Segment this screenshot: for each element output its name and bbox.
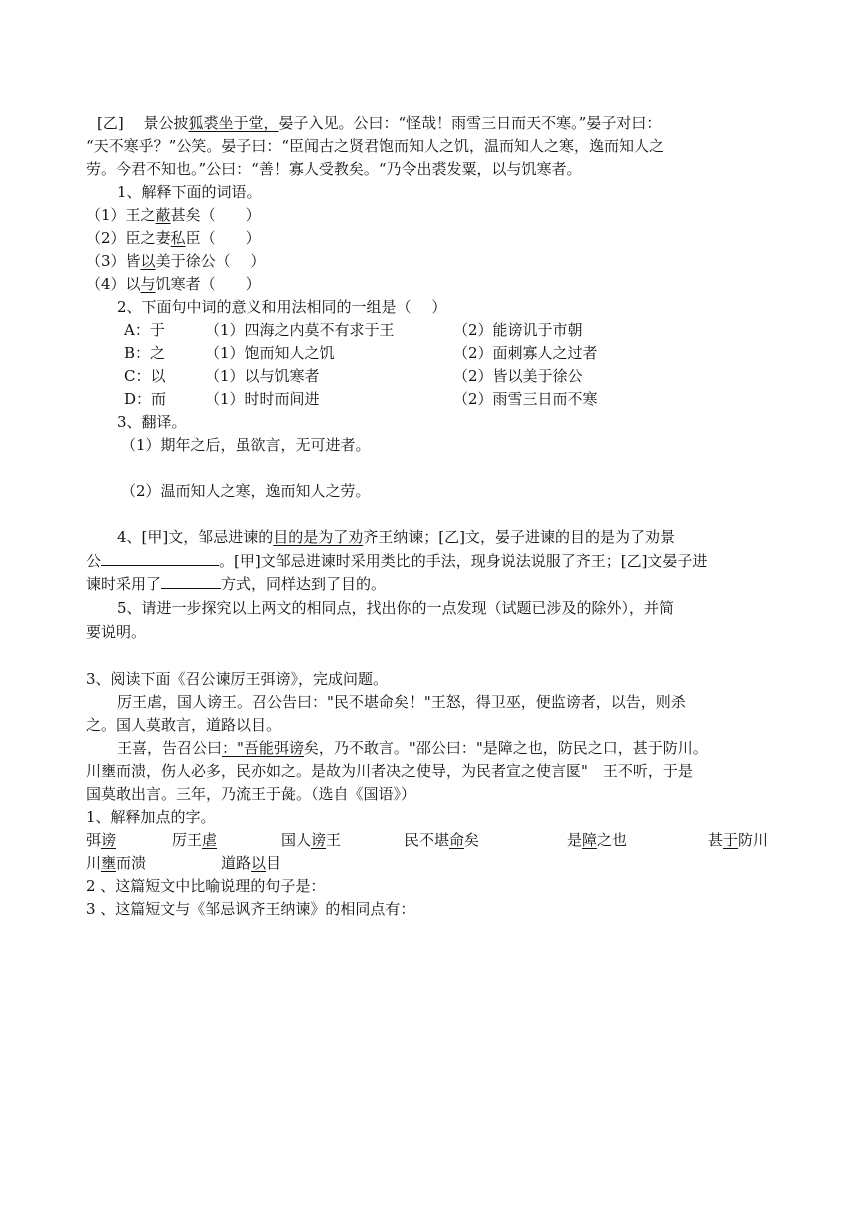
question-title: 1、解释加点的字。 xyxy=(86,808,216,826)
question-line: 要说明。 xyxy=(86,623,147,641)
answer-blank[interactable] xyxy=(101,550,219,566)
option-b: （2）皆以美于徐公 xyxy=(453,367,583,385)
question-title: 1、解释下面的词语。 xyxy=(117,183,262,201)
option-a: （1）饱而知人之饥 xyxy=(205,344,335,362)
option-key: A：于 xyxy=(124,321,165,339)
passage-line: 国莫敢出言。三年，乃流王于彘。（选自《国语》） xyxy=(86,785,417,803)
option-key: C：以 xyxy=(124,367,166,385)
question-title: 2、下面句中词的意义和用法相同的一组是（ ） xyxy=(117,298,447,316)
question-item: （1）期年之后，虽欲言，无可进者。 xyxy=(121,436,371,454)
option-b: （2）雨雪三日而不寒 xyxy=(453,390,598,408)
word-item: 弭谤 xyxy=(86,831,117,849)
question-item: （3）皆以美于徐公（ ） xyxy=(86,252,266,270)
passage-text: 晏子入见。公曰：“怪哉！雨雪三日而天不寒。”晏子对曰： xyxy=(278,114,662,132)
question-title: 2 、这篇短文中比喻说理的句子是： xyxy=(86,877,326,895)
question-line: 谏时采用了 方式，同样达到了目的。 xyxy=(86,575,387,593)
underlined-char: 蔽 xyxy=(155,206,171,224)
question-item: （2）温而知人之寒，逸而知人之劳。 xyxy=(121,482,371,500)
underlined-phrase: 狐裘坐于堂， xyxy=(188,114,279,132)
option-key: D：而 xyxy=(124,390,167,408)
passage-line: 王喜，告召公曰："吾能弭谤矣，乃不敢言。"邵公曰："是障之也，防民之口，甚于防川。 xyxy=(117,739,708,757)
word-item: 川壅而溃 xyxy=(86,854,147,872)
word-item: 是障之也 xyxy=(567,831,628,849)
passage-line: 川壅而溃，伤人必多，民亦如之。是故为川者决之使导，为民者宣之使言匽" 王不听，于是 xyxy=(86,762,693,780)
question-line: 5、请进一步探究以上两文的相同点，找出你的一点发现（试题已涉及的除外），并简 xyxy=(117,599,675,617)
word-item: 厉王虐 xyxy=(172,831,218,849)
question-item: （2）臣之妻私臣（ ） xyxy=(86,229,261,247)
word-item: 道路以目 xyxy=(221,854,282,872)
section-title: 3、阅读下面《召公谏厉王弭谤》，完成问题。 xyxy=(86,670,389,688)
option-key: B：之 xyxy=(124,344,166,362)
word-item: 甚于防川 xyxy=(708,831,769,849)
passage-text: [乙] 景公披 xyxy=(97,114,189,132)
question-title: 3 、这篇短文与《邹忌讽齐王纳谏》的相同点有： xyxy=(86,900,416,918)
underlined-char: 私 xyxy=(170,229,186,247)
passage-line xyxy=(97,113,661,133)
question-line: 4、[甲]文，邹忌进谏的目的是为了劝齐王纳谏；[乙]文，晏子进谏的目的是为了劝景 xyxy=(117,528,675,546)
passage-line: 之。国人莫敢言，道路以目。 xyxy=(86,716,282,734)
passage-line: 厉王虐，国人谤王。召公告曰："民不堪命矣！"王怒，得卫巫，便监谤者，以告，则杀 xyxy=(117,693,686,711)
question-item: （1）王之蔽甚矣（ ） xyxy=(86,206,261,224)
underlined-char: 与 xyxy=(140,275,156,293)
question-item: （4）以与饥寒者（ ） xyxy=(86,275,261,293)
underlined-phrase: 目的是为了劝 xyxy=(273,528,364,546)
option-b: （2）能谤讥于市朝 xyxy=(453,321,583,339)
word-item: 国人谤王 xyxy=(281,831,342,849)
passage-line: “天不寒乎？”公笑。晏子曰：“臣闻古之贤君饱而知人之饥，温而知人之寒，逸而知人之 xyxy=(86,137,665,155)
question-line: 公 。[甲]文邹忌进谏时采用类比的手法，现身说法说服了齐王；[乙]文晏子进 xyxy=(86,552,708,570)
option-a: （1）四海之内莫不有求于王 xyxy=(205,321,395,339)
option-a: （1）以与饥寒者 xyxy=(205,367,320,385)
option-b: （2）面刺寡人之过者 xyxy=(453,344,598,362)
word-item: 民不堪命矣 xyxy=(404,831,480,849)
underlined-phrase: ："吾能弭谤 xyxy=(222,739,304,757)
question-title: 3、翻译。 xyxy=(117,413,187,431)
option-a: （1）时时而间进 xyxy=(205,390,320,408)
underlined-char: 以 xyxy=(140,252,156,270)
answer-blank[interactable] xyxy=(161,573,221,589)
passage-line: 劳。今君不知也。”公曰：“善！寡人受教矣。“乃令出裘发粟，以与饥寒者。 xyxy=(86,160,582,178)
